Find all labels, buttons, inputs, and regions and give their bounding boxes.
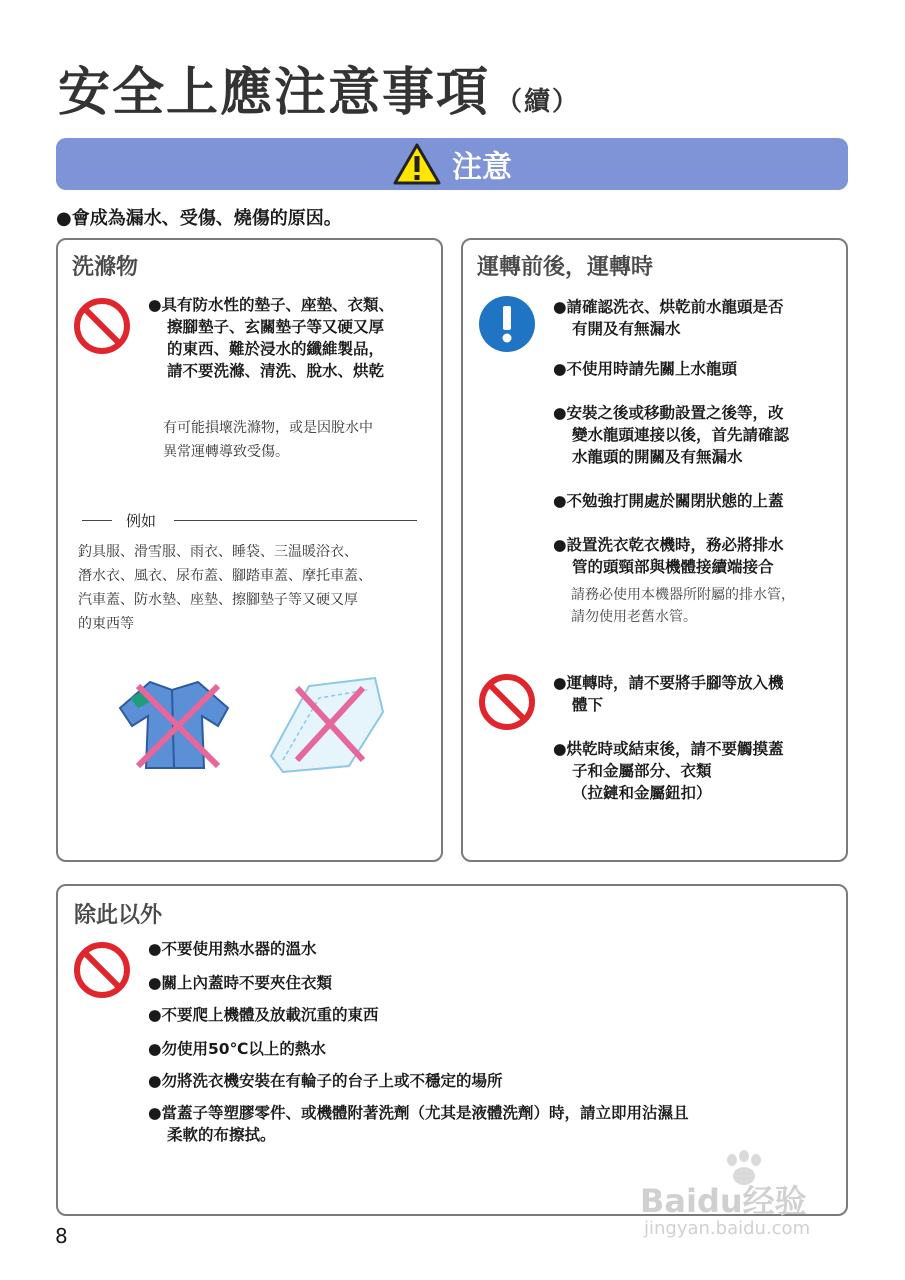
page-number: 8 [55,1224,68,1248]
other-bullet: ●勿將洗衣機安裝在有輪子的台子上或不穩定的場所 [148,1072,503,1090]
title-subtitle: （續） [496,87,581,117]
divider-line [174,520,417,521]
caution-banner [56,138,848,190]
operation-bullet: ●安裝之後或移動設置之後等，改 變水龍頭連接以後，首先請確認 水龍頭的開關及有無漏水 [553,404,790,466]
other-bullet: ●不要使用熱水器的溫水 [148,940,317,958]
section-title: 除此以外 [74,903,163,928]
warning-triangle-icon [392,142,442,186]
section-title: 洗滌物 [72,255,139,280]
mandatory-exclamation-icon [477,294,537,354]
example-divider [82,510,417,530]
title-text: 安全上應注意事項 [58,63,491,123]
operation-prohibition: ●運轉時，請不要將手腳等放入機 體下 [553,674,784,714]
drain-hose-note: 請務必使用本機器所附屬的排水管， 請勿使用老舊水管。 [571,587,795,625]
operation-bullet: ●不使用時請先關上水龍頭 [553,360,738,378]
operation-bullet: ●請確認洗衣、烘乾前水龍頭是否 有開及有無漏水 [553,298,784,338]
banner-label: 注意 [452,150,512,185]
other-bullet: ●關上內蓋時不要夾住衣類 [148,974,333,992]
other-bullet: ●勿使用50℃以上的熱水 [148,1040,326,1058]
example-label: 例如 [126,512,157,530]
section-title: 運轉前後，運轉時 [477,255,654,280]
operation-bullet: ●設置洗衣乾衣機時，務必將排水 管的頭頸部與機體接續端接合 [553,536,784,576]
other-bullet: ●當蓋子等塑膠零件、或機體附著洗劑（尤其是液體洗劑）時，請立即用沾濕且 柔軟的布擦拭。 [148,1104,689,1144]
divider-line [82,520,112,521]
page-title [58,50,580,125]
rainwear-illustration [110,668,240,778]
operation-bullet: ●不勉強打開處於關閉狀態的上蓋 [553,492,784,510]
prohibited-icon [72,296,132,356]
prohibited-icon [72,940,132,1000]
example-list: 釣具服、滑雪服、雨衣、睡袋、三温暖浴衣、 潛水衣、風衣、尿布蓋、腳踏車蓋、摩托車蓋、 汽車蓋、防水墊、座墊、擦腳墊子等又硬又厚 的東西等 [78,544,372,632]
mat-illustration [263,668,393,778]
operation-section [461,238,848,862]
lead-statement: ●會成為漏水、受傷、燒傷的原因。 [56,208,342,229]
watermark-url: jingyan.baidu.com [644,1218,811,1239]
laundry-section [56,238,443,862]
laundry-note: 有可能損壞洗滌物，或是因脫水中 異常運轉導致受傷。 [163,420,373,460]
laundry-prohibition: ●具有防水性的墊子、座墊、衣類、 擦腳墊子、玄關墊子等又硬又厚 的東西、難於浸水的纖維製品， 請不要洗滌、清洗、脫水、烘乾 [148,296,395,380]
watermark-brand: Baidu经验 [640,1182,807,1220]
other-bullet: ●不要爬上機體及放載沉重的東西 [148,1006,379,1024]
operation-prohibition: ●烘乾時或結束後，請不要觸摸蓋 子和金屬部分、衣類 （拉鏈和金屬鈕扣） [553,740,784,802]
prohibited-icon [477,672,537,732]
